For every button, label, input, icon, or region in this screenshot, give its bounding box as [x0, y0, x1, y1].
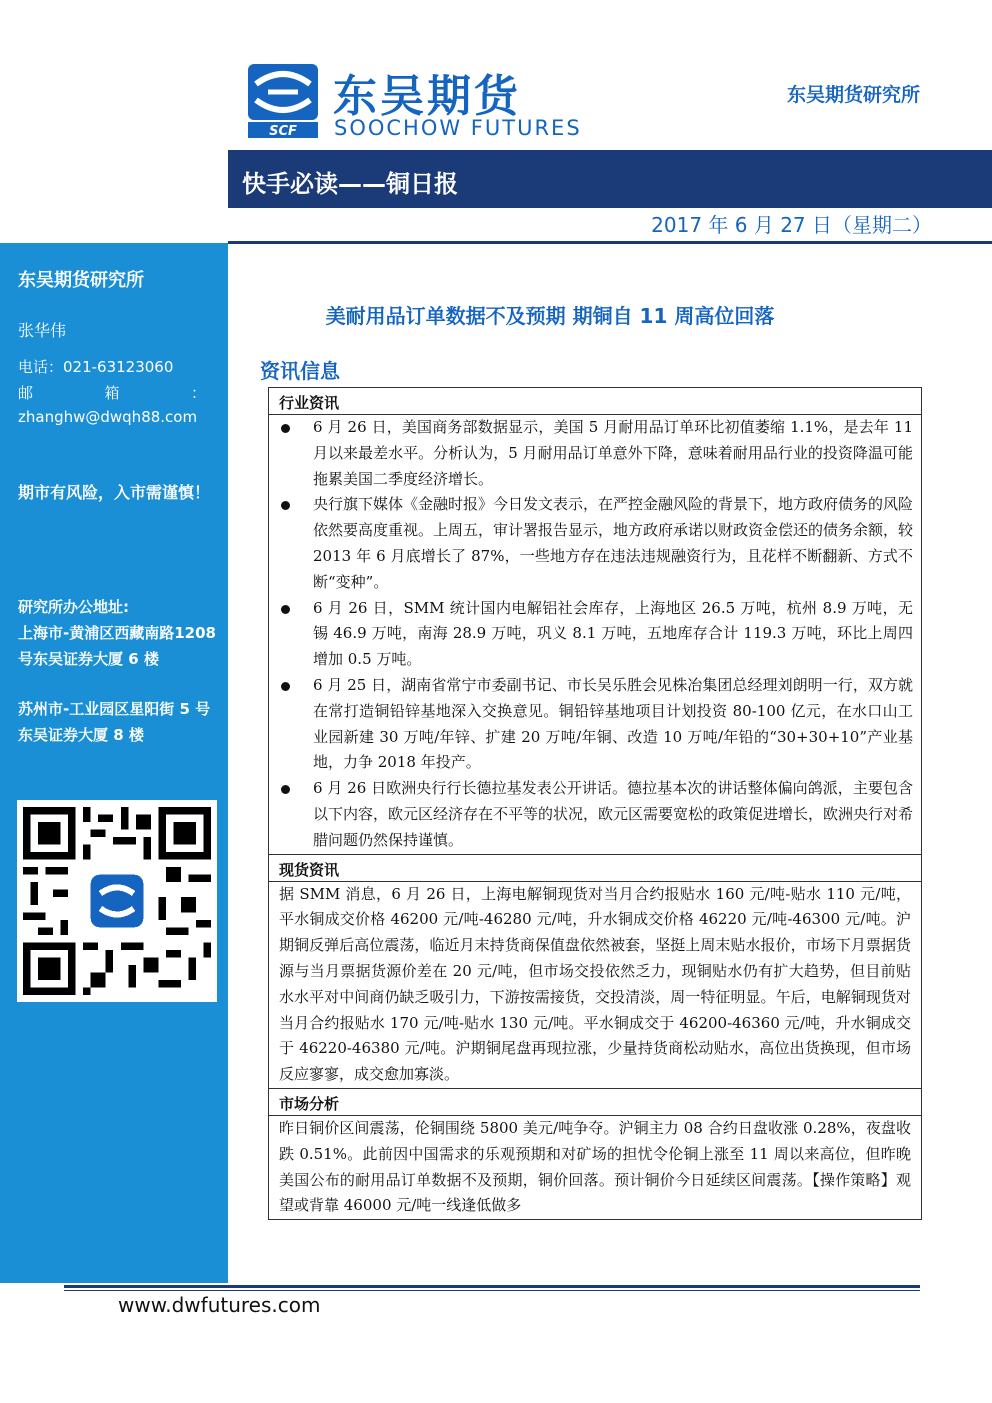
market-analysis-body — [269, 1116, 921, 1219]
analyst-phone: 电话：021-63123060 — [18, 358, 174, 376]
section-title: 资讯信息 — [260, 359, 340, 383]
market-analysis-text: 昨日铜价区间震荡，伦铜围绕 5800 美元/吨争夺。沪铜主力 08 合约日盘收涨 0.28%，夜盘收跌 0.51%。此前因中国需求的乐观预期和对矿场的担忧令伦铜上涨至 11 周以来高位，但昨晚美国公布的耐用品订单数据不及预期，铜价回落。预计铜价今日延续区间震荡。【操作策略】观望或背靠 46000 元/吨一线逢低做多 — [279, 1118, 911, 1215]
list-item — [269, 492, 921, 595]
spot-news-body — [269, 882, 921, 1089]
email-label-char: ： — [190, 384, 206, 402]
footer-rule — [64, 1285, 920, 1288]
bullet-icon — [281, 424, 290, 433]
spot-news-text: 据 SMM 消息，6 月 26 日，上海电解铜现货对当月合约报贴水 160 元/吨-贴水 110 元/吨，平水铜成交价格 46200 元/吨-46280 元/吨，升水铜成交价格 46220 元/吨-46300 元/吨。沪期铜反弹后高位震荡，临近月末持货商保值盘依然被套，坚挺上周末贴水报价，市场下月票据货源与当月票据货源价差在 20 元/吨，但市场交投依然乏力，现铜贴水仍有扩大趋势，但目前贴水水平对中间商仍缺乏吸引力，下游按需接货，交投清淡，周一特征明显。午后，电解铜现货对当月合约报贴水 170 元/吨-贴水 130 元/吨。平水铜成交于 46200-46360 元/吨，升水铜成交于 46220-46380 元/吨。沪期铜尾盘再现拉涨，少量持货商松动贴水，高位出货换现，但市场反应寥寥，成交愈加寡淡。 — [279, 884, 911, 1084]
address-suzhou: 苏州市-工业园区星阳街 5 号东吴证券大厦 8 楼 — [18, 700, 211, 744]
address-label: 研究所办公地址: — [18, 598, 129, 616]
header-rule — [228, 241, 992, 244]
sidebar-white-top — [0, 0, 228, 243]
bullet-icon — [281, 785, 290, 794]
logo-badge-text: SCF — [269, 124, 297, 138]
list-item-text: 6 月 25 日，湖南省常宁市委副书记、市长吴乐胜会见株冶集团总经理刘朗明一行，双方就在常打造铜铅锌基地深入交换意见。铜铅锌基地项目计划投资 80-100 亿元，在水口山工业园新建 30 万吨/年锌、扩建 20 万吨/年铜、改造 10 万吨/年铅的“30+30+10”产业基地，力争 2018 年投产。 — [313, 675, 913, 772]
qr-code-icon — [23, 806, 211, 996]
report-headline: 美耐用品订单数据不及预期 期铜自 11 周高位回落 — [325, 304, 775, 328]
brand-name-en: SOOCHOW FUTURES — [334, 116, 582, 140]
list-item-text: 6 月 26 日欧洲央行行长德拉基发表公开讲话。德拉基本次的讲话整体偏向鸽派，主要包含以下内容，欧元区经济存在不平等的状况，欧元区需要宽松的政策促进增长，欧洲央行对希腊问题仍然保持谨慎。 — [313, 779, 914, 849]
report-date: 2017 年 6 月 27 日（星期二） — [651, 213, 932, 237]
brand-name-cn: 东吴期货 — [333, 71, 521, 122]
list-item-text: 6 月 26 日，美国商务部数据显示，美国 5 月耐用品订单环比初值萎缩 1.1%，是去年 11 月以来最差水平。分析认为，5 月耐用品订单意外下降，意味着耐用品行业的投资降温可能拖累美国二季度经济增长。 — [313, 418, 913, 488]
title-banner — [228, 150, 992, 208]
list-item-text: 6 月 26 日，SMM 统计国内电解铝社会库存，上海地区 26.5 万吨，杭州 8.9 万吨，无锡 46.9 万吨，南海 28.9 万吨，巩义 8.1 万吨，五地库存合计 119.3 万吨，环比上周四增加 0.5 万吨。 — [313, 598, 913, 669]
email-label-char: 邮 — [18, 384, 34, 402]
report-title: 快手必读——铜日报 — [242, 170, 458, 198]
risk-notice: 期市有风险，入市需谨慎！ — [18, 483, 211, 502]
office-address-shanghai — [18, 594, 223, 672]
list-item-text: 央行旗下媒体《金融时报》今日发文表示，在严控金融风险的背景下，地方政府债务的风险依然要高度重视。上周五，审计署报告显示，地方政府承诺以财政资金偿还的债务余额，较 2013 年 6 月底增长了 87%，一些地方存在违法违规融资行为，且花样不断翻新、方式不断“变种”。 — [313, 495, 914, 591]
list-item — [269, 596, 921, 673]
soochow-logo-icon — [248, 64, 318, 138]
bullet-icon — [281, 605, 290, 614]
industry-news-heading: 行业资讯 — [269, 388, 921, 415]
industry-news-body — [269, 415, 921, 855]
footer-rule-thin — [64, 1290, 920, 1291]
brand-logo[interactable] — [248, 60, 588, 140]
spot-news-heading: 现货资讯 — [269, 855, 921, 882]
list-item — [269, 776, 921, 853]
email-label — [18, 382, 206, 403]
analyst-name: 张华伟 — [18, 321, 67, 340]
address-shanghai: 上海市-黄浦区西藏南路1208 号东吴证券大厦 6 楼 — [18, 624, 216, 668]
news-table — [268, 387, 922, 1220]
list-item — [269, 673, 921, 776]
email-label-char: 箱 — [104, 384, 120, 402]
analyst-email[interactable]: zhanghw@dwqh88.com — [18, 408, 198, 426]
header-institute: 东吴期货研究所 — [786, 84, 920, 106]
market-analysis-heading: 市场分析 — [269, 1089, 921, 1116]
bullet-icon — [281, 682, 290, 691]
qr-code[interactable] — [17, 800, 217, 1002]
sidebar-institute: 东吴期货研究所 — [18, 270, 144, 291]
footer-website-link[interactable]: www.dwfutures.com — [118, 1293, 321, 1317]
list-item — [269, 415, 921, 492]
bullet-icon — [281, 501, 290, 510]
